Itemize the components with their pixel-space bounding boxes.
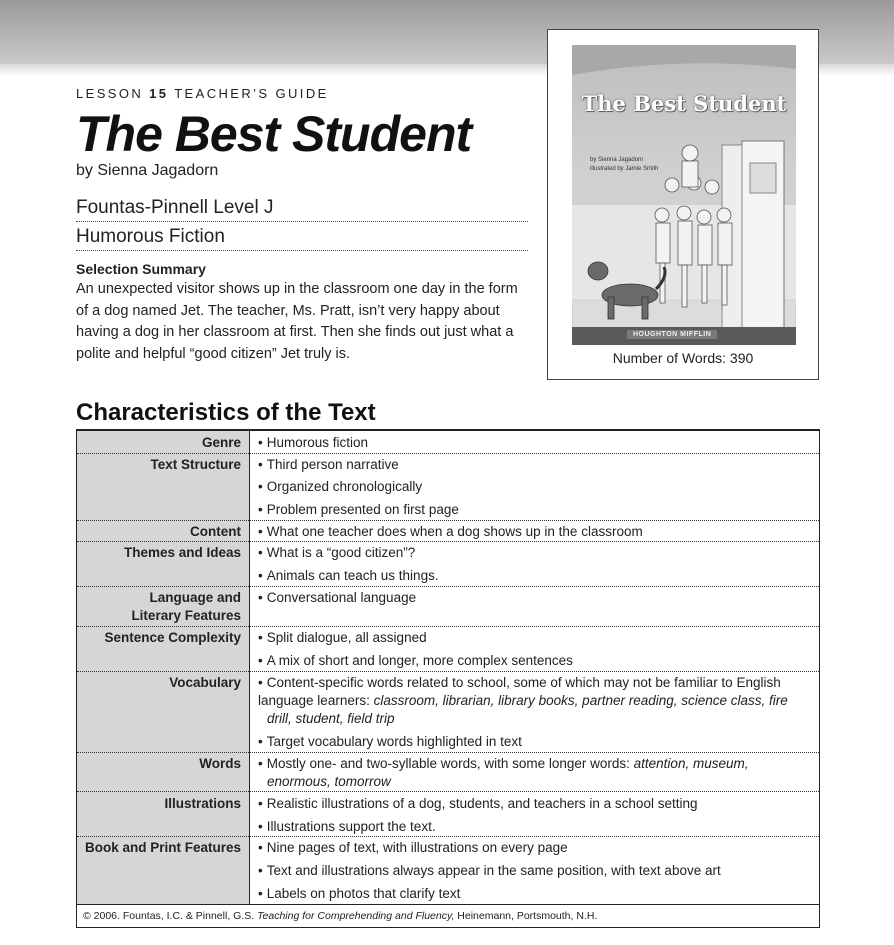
row-words [77,752,819,792]
list-item: • Third person narrative [258,457,399,472]
row-label: Illustrations [164,796,241,811]
lesson-line [76,86,329,101]
row-label-line1: Language and [149,590,241,605]
row-label: Words [199,756,241,771]
row-sentence-complexity [77,626,819,671]
list-item: • Problem presented on first page [258,502,459,517]
lesson-prefix: LESSON [76,86,144,101]
list-item: • Conversational language [258,590,417,605]
row-label: Vocabulary [169,675,241,690]
row-label: Book and Print Features [84,840,241,855]
copyright-title: Teaching for Comprehending and Fluency, [257,910,455,922]
words-list-line1: attention, museum, [633,756,749,771]
cover-publisher: HOUGHTON MIFFLIN [627,330,717,339]
list-item: • Text and illustrations always appear in the same position, with text above art [258,863,721,878]
characteristics-heading: Characteristics of the Text [76,399,376,426]
cover-author: by Sienna Jagadorn [590,157,644,163]
copyright-line [77,904,819,927]
cover-illustration [572,45,796,345]
list-item: • What is a “good citizen”? [258,545,416,560]
cover-title: The Best Student [581,91,787,116]
genre-row: Humorous Fiction [76,224,528,251]
row-genre [77,431,819,453]
row-illustrations [77,791,819,836]
cover-illustrator: illustrated by Jamie Smith [590,166,659,172]
row-language-literary [77,586,819,627]
list-item: • Nine pages of text, with illustrations on every page [258,840,568,855]
vocab-words-line1: classroom, librarian, library books, partner reading, science class, fire [373,693,788,708]
copyright-suffix: Heinemann, Portsmouth, N.H. [457,910,598,922]
list-item: • Mostly one- and two-syllable words, with some longer words: attention, museum, enormous, tomorrow [258,756,749,789]
summary-heading: Selection Summary [76,261,206,277]
row-label: Sentence Complexity [104,630,241,645]
author-line: by Sienna Jagadorn [76,162,219,179]
row-themes-ideas [77,541,819,586]
list-item: • Realistic illustrations of a dog, students, and teachers in a school setting [258,796,698,811]
list-item: • Split dialogue, all assigned [258,630,427,645]
row-label: Text Structure [150,457,241,472]
list-item: • Labels on photos that clarify text [258,886,461,901]
list-item: • Organized chronologically [258,479,423,494]
list-item: • Target vocabulary words highlighted in text [258,734,522,749]
list-item: • Animals can teach us things. [258,568,439,583]
characteristics-table [76,429,820,928]
word-count: Number of Words: 390 [612,350,754,366]
row-content [77,520,819,542]
row-vocabulary [77,671,819,752]
level-row: Fountas-Pinnell Level J [76,195,528,222]
list-item: • Illustrations support the text. [258,819,436,834]
lesson-suffix: TEACHER’S GUIDE [174,86,329,101]
row-label: Genre [201,435,241,450]
vocab-words-line2: drill, student, field trip [267,711,395,726]
copyright-prefix: © 2006. Fountas, I.C. & Pinnell, G.S. [83,910,255,922]
row-label: Content [190,524,241,539]
row-book-print-features [77,836,819,905]
list-item: • What one teacher does when a dog shows up in the classroom [258,524,643,539]
lesson-number: 15 [149,86,169,101]
row-label: Themes and Ideas [123,545,241,560]
book-cover-panel [547,29,819,380]
book-cover-image [572,45,796,345]
list-item: • Humorous fiction [258,435,369,450]
cover-byline [590,156,658,174]
words-list-line2: enormous, tomorrow [267,774,391,789]
page-title: The Best Student [76,106,472,162]
list-item: • Content-specific words related to school, some of which may not be familiar to English language learners: classroom, librarian, library books, partner reading, science class, fire drill, student, field trip [258,675,788,726]
list-item: • A mix of short and longer, more complex sentences [258,653,573,668]
row-text-structure [77,453,819,520]
row-label-line2: Literary Features [131,608,241,623]
summary-text: An unexpected visitor shows up in the classroom one day in the form of a dog named Jet. The teacher, Ms. Pratt, isn’t very happy about having a dog in her classroom at first. Then she finds out just what a polite and helpful “good citizen” Jet truly is. [76,281,518,362]
